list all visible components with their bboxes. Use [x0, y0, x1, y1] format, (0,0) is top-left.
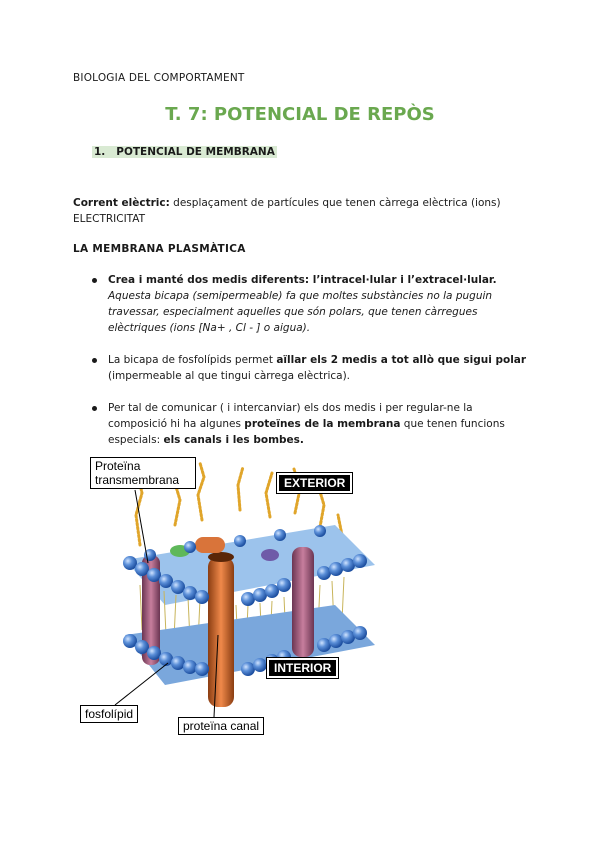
list-item — [108, 400, 533, 448]
membrane-diagram — [80, 455, 380, 745]
section-label: POTENCIAL DE MEMBRANA — [116, 146, 275, 158]
definition-line2: ELECTRICITAT — [73, 213, 146, 225]
label-phospholipid: fosfolípid — [80, 705, 138, 723]
list-item — [108, 352, 533, 384]
bullet-text: que tenen funcions especials: — [108, 418, 505, 446]
bullet-bold: aïllar els 2 medis a tot allò que sigui polar — [276, 354, 527, 366]
section-heading — [92, 146, 277, 158]
bullet-text: (impermeable al que tingui càrrega elèctrica). — [108, 370, 350, 382]
bullet-bold: proteïnes de la membrana — [244, 418, 401, 430]
definition-term: Corrent elèctric: — [73, 197, 170, 209]
label-transmembrane: Proteïna transmembrana — [90, 457, 196, 489]
bullet-text: Per tal de comunicar ( i intercanviar) els dos medis i per regular-ne la composició hi ha algunes — [108, 402, 473, 430]
membrane-figure — [80, 455, 380, 745]
definition-paragraph — [73, 195, 533, 227]
bullet-bold: Crea i manté dos medis diferents: l’intracel·lular i l’extracel·lular. — [108, 274, 497, 286]
list-item — [108, 272, 533, 336]
label-exterior: EXTERIOR — [277, 473, 352, 493]
peripheral-protein — [261, 549, 279, 561]
section-number: 1. — [94, 146, 106, 158]
bullet-italic: Aquesta bicapa (semipermeable) fa que moltes substàncies no la puguin travessar, especialment aquelles que són polars, que tenen càrregues elèctriques (ions [Na+ , Cl - ] o aigua). — [108, 290, 493, 334]
course-header: BIOLOGIA DEL COMPORTAMENT — [73, 72, 245, 84]
bullet-list — [108, 272, 533, 464]
bullet-bold: els canals i les bombes. — [163, 434, 304, 446]
label-channel-protein: proteïna canal — [178, 717, 264, 735]
label-interior: INTERIOR — [267, 658, 338, 678]
definition-text: desplaçament de partícules que tenen càrrega elèctrica (ions) — [169, 197, 501, 209]
page-title: T. 7: POTENCIAL DE REPÒS — [165, 104, 435, 125]
subheading: LA MEMBRANA PLASMÀTICA — [73, 243, 246, 255]
bullet-text: La bicapa de fosfolípids permet — [108, 354, 277, 366]
